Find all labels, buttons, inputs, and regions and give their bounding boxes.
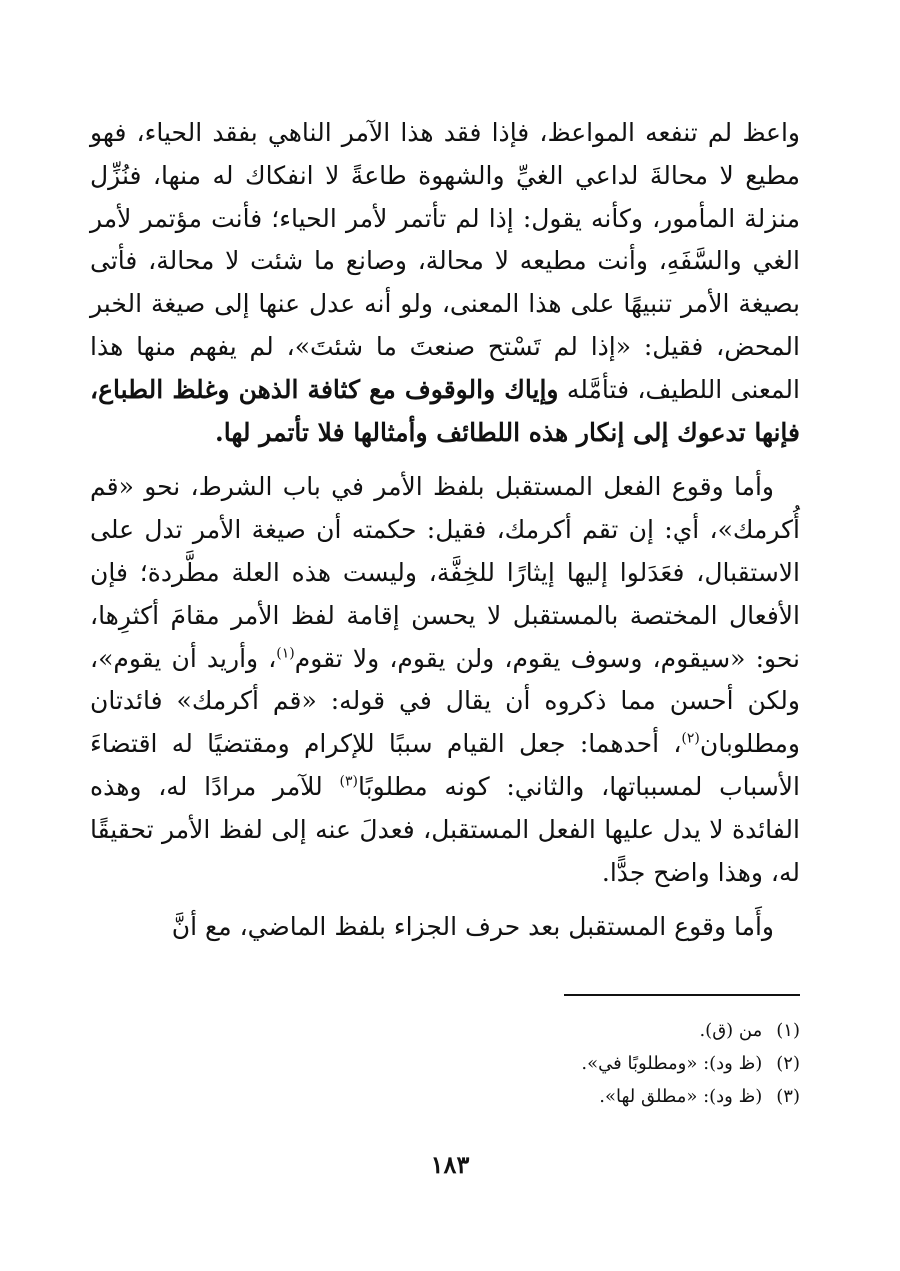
paragraph-1-text: واعظ لم تنفعه المواعظ، فإذا فقد هذا الآمر الناهي بفقد الحياء، فهو مطيع لا محالةَ لداعي الغيِّ والشهوة طاعةً لا انفكاك له منها، فنُزِّل منزلة المأمور، وكأنه يقول: إذا لم تأتمر لأمر الحياء؛ فأنت مؤتمر لأمر الغي والسَّفَهِ، وأنت مطيعه لا محالة، وصانع ما شئت لا محالة، فأتى بصيغة الأمر تنبيهًا على هذا المعنى، ولو أنه عدل عنها إلى صيغة الخبر المحض، فقيل: «إذا لم تَسْتح صنعتَ ما شئتَ»، لم يفهم منها هذا المعنى اللطيف، فتأمَّله: [90, 118, 800, 404]
footnote-text: (ظ ود): «مطلق لها».: [599, 1086, 763, 1107]
footnote-number: (٣): [776, 1086, 800, 1107]
footnote-ref-1[interactable]: (١): [276, 645, 295, 662]
footnote-divider: [564, 994, 800, 996]
paragraph-2-text-d: للآمر مرادًا له، وهذه الفائدة لا يدل عليها الفعل المستقبل، فعدلَ عنه إلى لفظ الأمر تحقيقًا له، وهذا واضح جدًّا.: [90, 771, 800, 887]
paragraph-2: [90, 466, 800, 894]
main-text: [90, 112, 800, 949]
footnote-text: من (ق).: [699, 1020, 763, 1041]
paragraph-1-bold-text: وإياك والوقوف مع كثافة الذهن وغلظ الطباع، فإنها تدعوك إلى إنكار هذه اللطائف وأمثالها فلا تأتمر لها.: [90, 374, 800, 447]
footnote-item: [90, 1047, 800, 1080]
footnote-number: (١): [776, 1020, 800, 1041]
footnotes-list: [90, 1014, 800, 1113]
footnote-ref-2[interactable]: (٢): [681, 730, 700, 747]
footnote-text: (ظ ود): «ومطلوبًا في».: [581, 1053, 763, 1074]
footnote-number: (٢): [776, 1053, 800, 1074]
paragraph-3: [90, 906, 800, 949]
paragraph-3-text: وأَما وقوع المستقبل بعد حرف الجزاء بلفظ الماضي، مع أنَّ: [171, 912, 774, 942]
page-number: ١٨٣: [430, 1150, 470, 1179]
paragraph-2-text-b: ، وأريد أن يقوم»، ولكن أحسن مما ذكروه أن يقال في قوله: «قم أكرمك» فائدتان ومطلوبان: [90, 643, 800, 759]
footnote-item: [90, 1014, 800, 1047]
paragraph-2-text-c: ، أحدهما: جعل القيام سببًا للإكرام ومقتضيًا له اقتضاءَ الأسباب لمسبباتها، والثاني: كونه مطلوبًا: [90, 729, 800, 801]
paragraph-2-text-a: وأما وقوع الفعل المستقبل بلفظ الأمر في باب الشرط، نحو «قم أُكرمك»، أي: إن تقم أكرمك، فقيل: حكمته أن صيغة الأمر تدل على الاستقبال، فعَدَلوا إليها إيثارًا للخِفَّة، وليست هذه العلة مطَّردة؛ فإن الأفعال المختصة بالمستقبل لا يحسن إقامة لفظ الأمر مقامَ أكثرِها، نحو: «سيقوم، وسوف يقوم، ولن يقوم، ولا تقوم: [90, 472, 801, 673]
footnote-ref-3[interactable]: (٣): [339, 773, 358, 790]
footnote-item: [90, 1080, 800, 1113]
paragraph-1: [90, 112, 800, 454]
